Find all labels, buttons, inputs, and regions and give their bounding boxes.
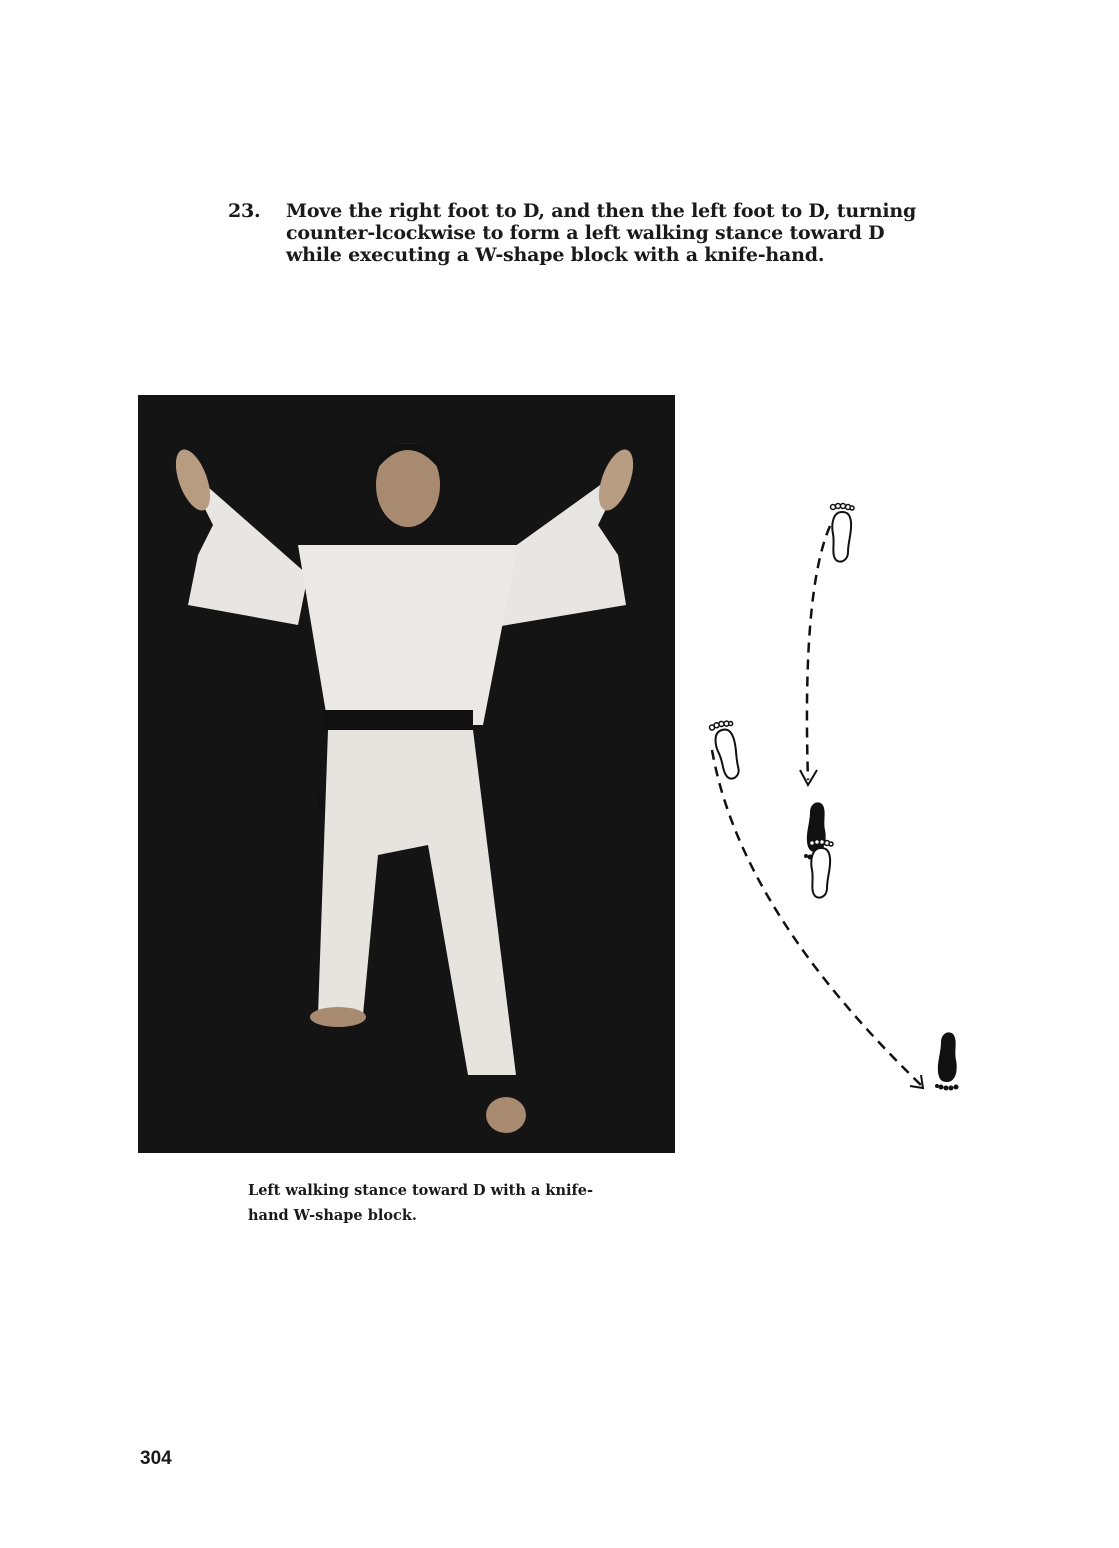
figure-illustration	[138, 395, 675, 1153]
footstep-diagram	[690, 490, 980, 1100]
left-foot-start-icon	[709, 719, 747, 781]
left-foot-path	[712, 750, 922, 1086]
step-number: 23.	[228, 200, 261, 222]
right-foot-start-icon	[831, 504, 855, 562]
stance-photo	[138, 395, 675, 1153]
photo-caption: Left walking stance toward D with a knife-hand W-shape block.	[248, 1182, 593, 1224]
right-foot-path	[807, 526, 830, 780]
step-text: Move the right foot to D, and then the left foot to D, turning counter-lcockwise to form a left walking stance toward D while executing a W-shape block with a knife-hand.	[286, 200, 917, 266]
right-foot-arrowhead-icon	[800, 770, 817, 785]
left-foot-end-icon	[935, 1032, 959, 1090]
page-number: 304	[140, 1448, 172, 1469]
